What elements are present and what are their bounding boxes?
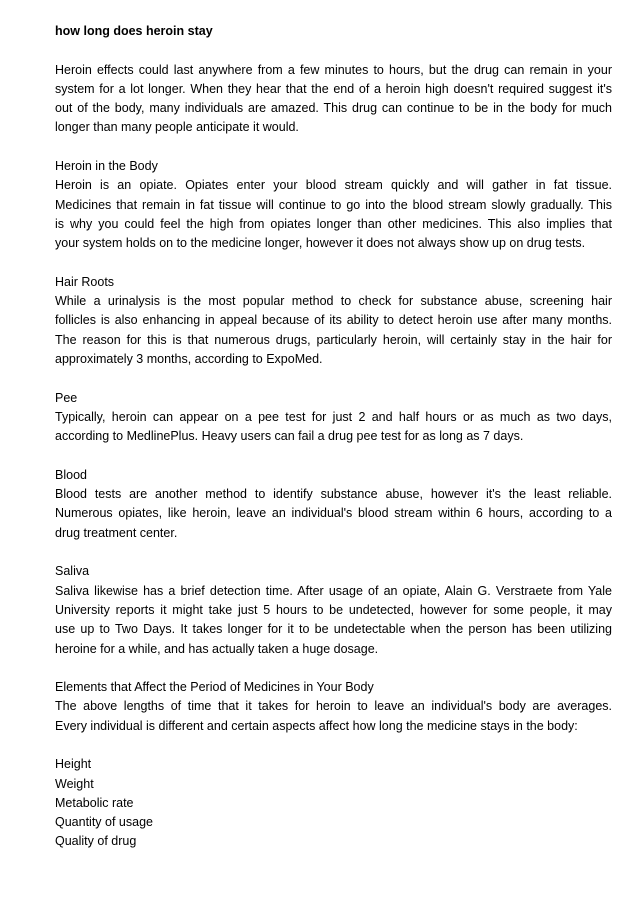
factor-item: Weight xyxy=(55,776,94,791)
paragraph-line: approximately 3 months, according to ExpoMed. xyxy=(55,352,323,367)
document-title: how long does heroin stay xyxy=(55,24,213,38)
factor-item: Height xyxy=(55,757,92,772)
section-heading: Elements that Affect the Period of Medicines in Your Body xyxy=(55,680,374,695)
paragraph-line: University reports it might take just 5 hours to be undetected, however for some people, it may xyxy=(55,602,612,617)
paragraph-line: your system holds on to the medicine longer, however it does not always show up on drug tests. xyxy=(55,236,586,251)
section-elements-affecting-period xyxy=(55,678,612,736)
paragraph-line: out of the body, many individuals are amazed. This drug can continue to be in the body for much xyxy=(55,101,612,116)
paragraph-line: While a urinalysis is the most popular method to check for substance abuse, screening hair xyxy=(55,294,612,309)
section-intro xyxy=(55,61,612,138)
paragraph-line: The reason for this is that numerous drugs, particularly heroin, will certainly stay in the hair for xyxy=(55,332,612,347)
paragraph-line: heroine for a while, and has actually taken a huge dosage. xyxy=(55,641,379,656)
paragraph-line: system for a lot longer. When they hear that the end of a heroin high doesn't required suggest it's xyxy=(55,81,612,96)
paragraph-line: Numerous opiates, like heroin, leave an individual's blood stream within 6 hours, according to a xyxy=(55,506,612,521)
paragraph-line: is why you could feel the high from opiates longer than other medicines. This also implies that xyxy=(55,216,612,231)
factors-list xyxy=(55,755,612,851)
factor-item: Metabolic rate xyxy=(55,795,134,810)
paragraph-line: Blood tests are another method to identify substance abuse, however it's the least reliable. xyxy=(55,487,612,502)
factor-item: Quality of drug xyxy=(55,834,137,849)
section-pee xyxy=(55,389,612,447)
title-block xyxy=(55,22,612,41)
factor-item: Quantity of usage xyxy=(55,815,153,830)
section-heading: Blood xyxy=(55,467,87,482)
paragraph-line: Heroin is an opiate. Opiates enter your blood stream quickly and will gather in fat tissue. xyxy=(55,178,612,193)
section-heading: Heroin in the Body xyxy=(55,159,158,174)
paragraph-line: Every individual is different and certain aspects affect how long the medicine stays in the body: xyxy=(55,718,578,733)
section-saliva xyxy=(55,562,612,658)
paragraph-line: according to MedlinePlus. Heavy users can fail a drug pee test for as long as 7 days. xyxy=(55,429,524,444)
paragraph-line: longer than many people anticipate it would. xyxy=(55,120,299,135)
paragraph-line: use up to Two Days. It takes longer for it to be undetectable when the person has been utilizing xyxy=(55,622,612,637)
paragraph-line: Medicines that remain in fat tissue will continue to go into the blood stream slowly gradually. This xyxy=(55,197,612,212)
paragraph-line: follicles is also enhancing in appeal because of its ability to detect heroin use after many months. xyxy=(55,313,612,328)
section-heading: Saliva xyxy=(55,564,90,579)
paragraph-line: Typically, heroin can appear on a pee test for just 2 and half hours or as much as two days, xyxy=(55,409,612,424)
paragraph-line: Heroin effects could last anywhere from a few minutes to hours, but the drug can remain in your xyxy=(55,62,612,77)
paragraph-line: Saliva likewise has a brief detection time. After usage of an opiate, Alain G. Verstraete from Yale xyxy=(55,583,612,598)
section-heading: Pee xyxy=(55,390,78,405)
section-heroin-in-the-body xyxy=(55,157,612,253)
paragraph-line: drug treatment center. xyxy=(55,525,178,540)
section-hair-roots xyxy=(55,273,612,369)
section-blood xyxy=(55,466,612,543)
section-heading: Hair Roots xyxy=(55,274,115,289)
paragraph-line: The above lengths of time that it takes for heroin to leave an individual's body are averages. xyxy=(55,699,612,714)
